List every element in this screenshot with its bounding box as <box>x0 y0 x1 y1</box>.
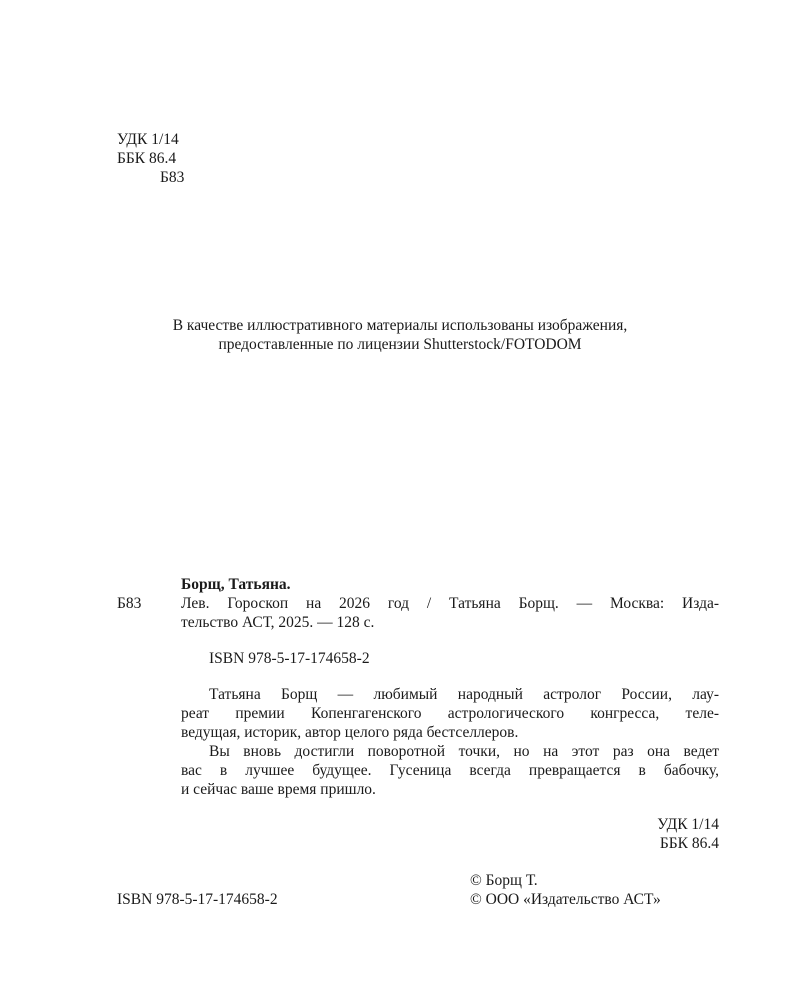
annotation-line-5: вас в лучшее будущее. Гусеница всегда превращается в бабочку, <box>181 762 719 779</box>
bbk-code-bottom: ББК 86.4 <box>659 835 719 852</box>
illustration-credit-line-2: предоставленные по лицензии Shutterstock/FOTODOM <box>218 336 582 353</box>
annotation-line-3: ведущая, историк, автор целого ряда бестселлеров. <box>181 724 519 741</box>
record-author-mark: Б83 <box>117 595 142 612</box>
udk-code-top: УДК 1/14 <box>117 131 179 148</box>
record-description-line-1: Лев. Гороскоп на 2026 год / Татьяна Борщ. — Москва: Изда- <box>181 595 719 612</box>
annotation-line-2: реат премии Копенгагенского астрологического конгресса, теле- <box>181 705 719 722</box>
copyright-author: © Борщ Т. <box>470 872 538 889</box>
author-mark-top: Б83 <box>160 169 185 186</box>
record-description-line-2: тельство АСТ, 2025. — 128 с. <box>181 614 375 631</box>
copyright-publisher: © ООО «Издательство АСТ» <box>470 891 661 908</box>
annotation-line-4: Вы вновь достигли поворотной точки, но на этот раз она ведет <box>209 743 719 760</box>
footer-isbn: ISBN 978-5-17-174658-2 <box>117 891 278 908</box>
annotation-line-1: Татьяна Борщ — любимый народный астролог России, лау- <box>209 686 719 703</box>
illustration-credit-line-1: В качестве иллюстративного материалы использованы изображения, <box>172 317 628 334</box>
record-isbn: ISBN 978-5-17-174658-2 <box>209 650 370 667</box>
annotation-line-6: и сейчас ваше время пришло. <box>181 781 376 798</box>
record-author: Борщ, Татьяна. <box>181 576 291 593</box>
bbk-code-top: ББК 86.4 <box>117 150 177 167</box>
udk-code-bottom: УДК 1/14 <box>657 816 719 833</box>
